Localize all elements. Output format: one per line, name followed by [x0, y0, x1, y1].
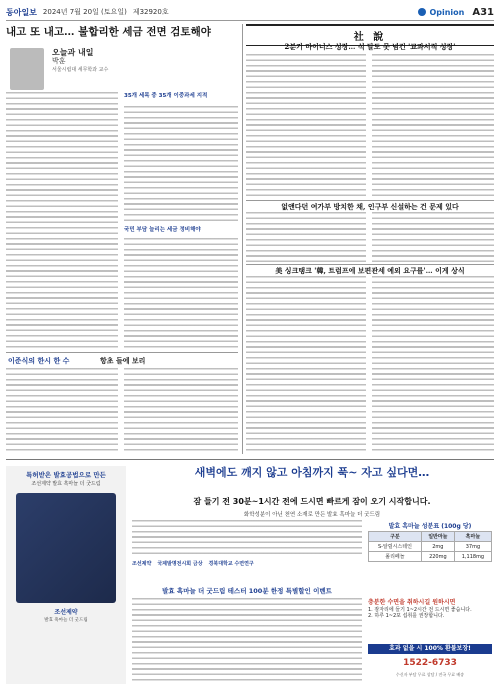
- page-header: [6, 4, 494, 21]
- divider: [246, 264, 494, 265]
- nutrition-table: [368, 520, 492, 562]
- refund-banner: 효과 없을 시 100% 환불보장!: [368, 644, 492, 654]
- order-title: 충분한 수면을 취하시길 원하시면: [368, 599, 456, 606]
- ad-product-name: 발효 흑마늘 더 굿드림: [44, 618, 88, 623]
- editorial-3-headline: 美 싱크탱크 '韓, 트럼프에 보편관세 예외 요구를'… 이게 상식: [275, 266, 465, 275]
- editorial-1-headline: 2분기 마이너스 성장… 석 달도 못 넘긴 '교과서적 성장': [284, 42, 456, 51]
- ad-headline: 새벽에도 깨지 않고 아침까지 푹~ 자고 싶다면…: [194, 466, 430, 479]
- left-article-col2a: [124, 106, 238, 224]
- ad-body-text-2: [132, 598, 362, 684]
- ad-tagline: 화학성분이 아닌 천연 소재로 만든 발효 흑마늘 더 굿드림: [243, 512, 381, 518]
- editorial-2-headline: 없앤다던 여가부 방치한 채, 인구부 신설하는 건 문제 있다: [281, 202, 459, 211]
- columnist-name: 박훈: [52, 57, 66, 65]
- opinion-dot-icon: [418, 8, 426, 16]
- ad-subheadline: 잠 들기 전 30분~1시간 전에 드시면 빠르게 잠이 오기 시작합니다.: [193, 497, 431, 506]
- ad-phone-number: 1522-6733: [403, 658, 457, 668]
- left-article-col1: [6, 92, 118, 348]
- table-header: 흑마늘: [454, 532, 491, 542]
- ad-left-subtitle: 조선제약 발효 흑마늘 더 굿드림: [31, 481, 101, 487]
- ad-left-title: 특허받은 발효공법으로 만든: [26, 471, 106, 479]
- poem-text-col2: [124, 368, 238, 454]
- newspaper-logo: 동아일보: [6, 7, 37, 17]
- table-row: S-알릴시스테인 2mg 37mg: [369, 542, 492, 552]
- logo-award: 국제발명전시회 금상: [157, 561, 203, 567]
- page-number: A31: [472, 6, 494, 18]
- logo-university: 경북대학교 수면연구: [208, 561, 254, 567]
- column-name: 오늘과 내일: [52, 48, 94, 57]
- ad-body-text: [132, 520, 362, 556]
- left-subhead-1-wrap: [124, 92, 238, 106]
- editorial-3-col1: [246, 276, 366, 454]
- left-subhead-2: 국민 부담 늘리는 세금 정비해야: [124, 227, 201, 233]
- editorial-2-col1: [246, 212, 366, 262]
- issue-number: 제32920호: [132, 8, 169, 16]
- column-divider: [242, 24, 243, 454]
- issue-date: 2024년 7월 20일 (토요일): [42, 8, 127, 16]
- logo-company: 조선제약: [132, 561, 152, 567]
- columnist-title: 서울시립대 세무학과 교수: [52, 67, 109, 73]
- columnist-photo: [10, 48, 44, 90]
- poem-column-title: 이준식의 한시 한 수: [8, 357, 70, 365]
- byline: [52, 48, 108, 75]
- editorial-3-col2: [372, 276, 494, 454]
- table-header: 일반마늘: [421, 532, 454, 542]
- ad-footer-note: 수신자 부담 무료 상담 / 전국 무료 배송: [395, 672, 465, 677]
- table-row: 폴리페놀 220mg 1,118mg: [369, 552, 492, 562]
- order-step-2: 2. 하루 1~2포 섭취를 권장합니다.: [368, 613, 445, 619]
- order-info: [368, 600, 492, 620]
- ad-logos: [132, 560, 362, 567]
- editorial-title: 社 說: [246, 24, 494, 46]
- editorial-1-col2: [372, 54, 494, 198]
- table-header: 구분: [369, 532, 422, 542]
- ad-company: 조선제약: [54, 609, 78, 616]
- product-box-image: [16, 493, 116, 603]
- editorial-1-col1: [246, 54, 366, 198]
- editorial-2-col2: [372, 212, 494, 262]
- table-caption: 발효 흑마늘 성분표 (100g 당): [388, 523, 472, 530]
- order-step-1: 1. 잠자리에 들기 1~2시간 전 드시면 좋습니다.: [368, 606, 472, 613]
- divider: [246, 200, 494, 201]
- ad-product-panel: [6, 466, 126, 684]
- left-headline: 내고 또 내고… 불합리한 세금 전면 검토해야: [6, 26, 211, 38]
- poem-title: 항초 들에 보리: [100, 356, 146, 365]
- left-article-col2b: [124, 238, 238, 348]
- section-label: Opinion: [418, 8, 464, 17]
- left-subhead-1: 35개 세목 중 35개 이중과세 지적: [124, 93, 208, 99]
- ad-event-title: 발효 흑마늘 더 굿드림 테스터 100분 한정 특별할인 이벤트: [162, 587, 332, 595]
- divider: [6, 352, 238, 353]
- left-subhead-2-wrap: [124, 226, 238, 238]
- poem-text-col1: [6, 368, 118, 454]
